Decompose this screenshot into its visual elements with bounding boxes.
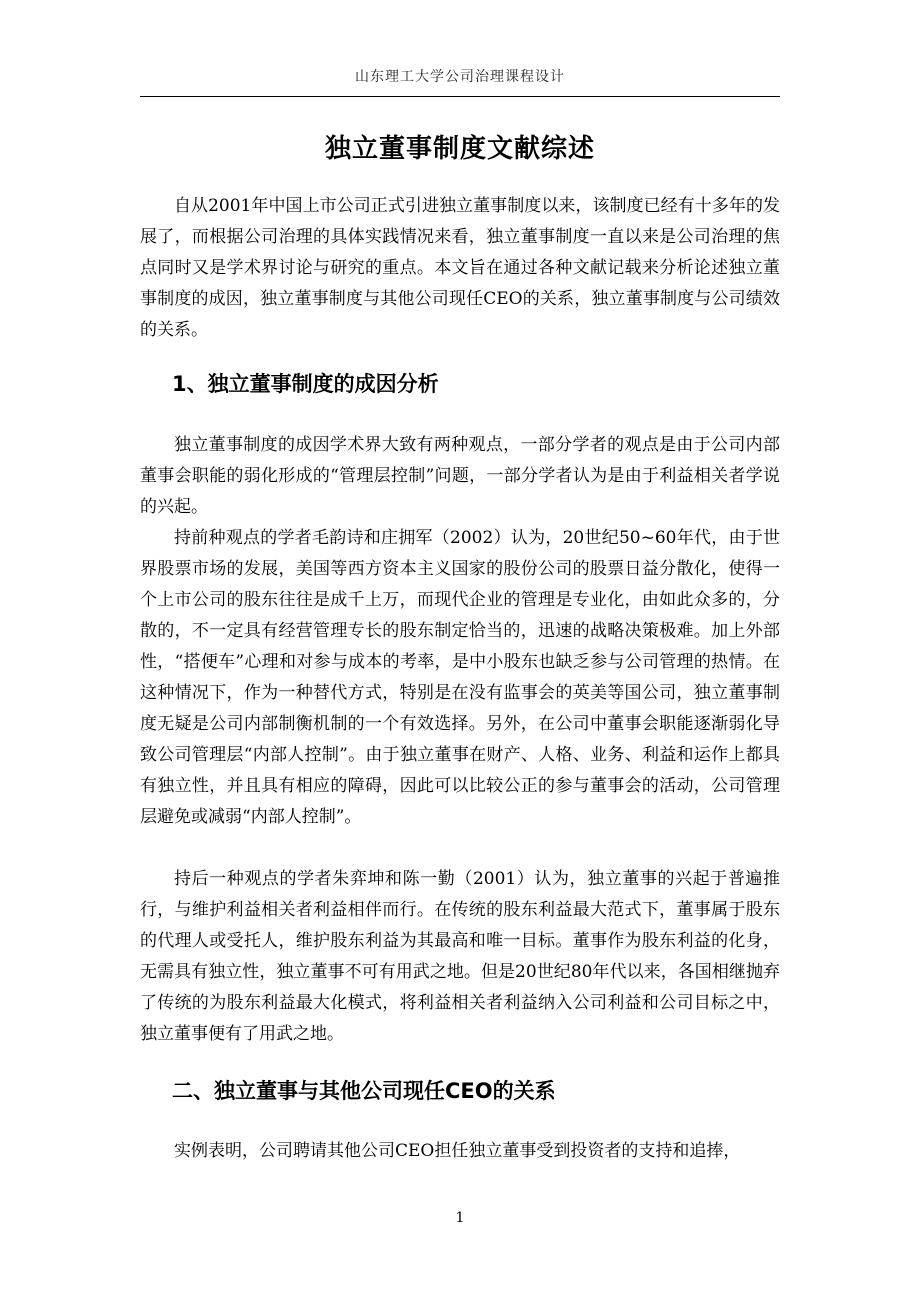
section1-paragraph-1: 独立董事制度的成因学术界大致有两种观点，一部分学者的观点是由于公司内部董事会职能的弱化形成的“管理层控制”问题，一部分学者认为是由于利益相关者学说的兴起。 (140, 435, 780, 517)
intro-paragraph: 自从2001年中国上市公司正式引进独立董事制度以来，该制度已经有十多年的发展了，而根据公司治理的具体实践情况来看，独立董事制度一直以来是公司治理的焦点同时又是学术界讨论与研究的重点。本文旨在通过各种文献记载来分析论述独立董事制度的成因，独立董事制度与其他公司现任CEO的关系，独立董事制度与公司绩效的关系。 (140, 196, 780, 340)
section-heading-1: 1、独立董事制度的成因分析 (172, 372, 439, 396)
section1-paragraph-3: 持后一种观点的学者朱弈坤和陈一勤（2001）认为，独立董事的兴起于普遍推行，与维护利益相关者利益相伴而行。在传统的股东利益最大范式下，董事属于股东的代理人或受托人，维护股东利益为其最高和唯一目标。董事作为股东利益的化身，无需具有独立性，独立董事不可有用武之地。但是20世纪80年代以来，各国相继抛弃了传统的为股东利益最大化模式，将利益相关者利益纳入公司利益和公司目标之中，独立董事便有了用武之地。 (140, 869, 780, 1044)
page-number: 1 (455, 1210, 465, 1226)
running-header: 山东理工大学公司治理课程设计 (355, 69, 565, 85)
section-heading-2: 二、独立董事与其他公司现任CEO的关系 (172, 1079, 556, 1103)
document-title: 独立董事制度文献综述 (324, 134, 595, 164)
section2-paragraph-1: 实例表明，公司聘请其他公司CEO担任独立董事受到投资者的支持和追捧， (174, 1141, 741, 1161)
section1-paragraph-2: 持前种观点的学者毛韵诗和庄拥军（2002）认为，20世纪50~60年代，由于世界股票市场的发展，美国等西方资本主义国家的股份公司的股票日益分散化，使得一个上市公司的股东往往是成千上万，而现代企业的管理是专业化，由如此众多的，分散的，不一定具有经营管理专长的股东制定恰当的，迅速的战略决策极难。加上外部性，“搭便车”心理和对参与成本的考率，是中小股东也缺乏参与公司管理的热情。在这种情况下，作为一种替代方式，特别是在没有监事会的英美等国公司，独立董事制度无疑是公司内部制衡机制的一个有效选择。另外，在公司中董事会职能逐渐弱化导致公司管理层“内部人控制”。由于独立董事在财产、人格、业务、利益和运作上都具有独立性，并且具有相应的障碍，因此可以比较公正的参与董事会的活动，公司管理层避免或减弱“内部人控制”。 (140, 528, 780, 827)
header-divider (140, 96, 780, 97)
